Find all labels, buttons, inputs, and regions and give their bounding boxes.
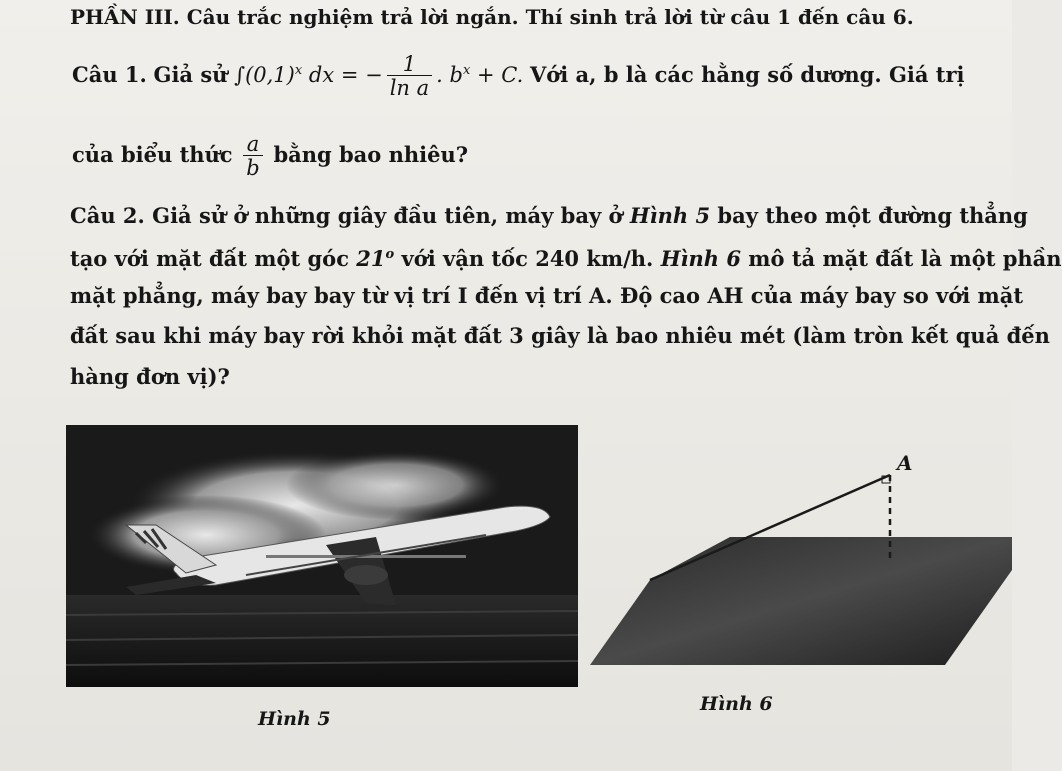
figure-6-diagram xyxy=(580,440,1012,690)
question-1-line-2: của biểu thức $\frac{a}{b}$ bằng bao nhiêu? xyxy=(72,132,469,180)
question-2-line-4: đất sau khi máy bay rời khỏi mặt đất 3 giây là bao nhiêu mét (làm tròn kết quả đến xyxy=(70,323,1050,348)
point-a-label: A xyxy=(897,451,913,475)
integral-expression: $\int(0,1)^x$ dx = − xyxy=(234,63,383,87)
section-title: PHẦN III. Câu trắc nghiệm trả lời ngắn. Thí sinh trả lời từ câu 1 đến câu 6. xyxy=(70,5,914,29)
engine xyxy=(344,565,388,585)
figure-5-caption: Hình 5 xyxy=(258,708,331,730)
question-2-label: Câu 2. xyxy=(70,203,145,228)
ground-plane xyxy=(590,537,1012,665)
question-1-label: Câu 1. xyxy=(72,62,147,87)
question-1-line-1: Câu 1. Giả sử $\int(0,1)^x$ dx = − $\frac{1}{\text{ln a}}$ . $b^x + C$. Với a, b là các hằng số dương. Giá trị xyxy=(72,52,965,100)
fraction-a-over-b: $\frac{a}{b}$ xyxy=(243,133,262,180)
question-2-line-2: tạo với mặt đất một góc 21$^o$ với vận tốc 240 km/h. Hình 6 mô tả mặt đất là một phần xyxy=(70,246,1062,271)
fraction-1-over-ln-a: $\frac{1}{\text{ln a}}$ xyxy=(387,53,432,100)
question-2-line-5: hàng đơn vị)? xyxy=(70,364,230,389)
airplane-photo xyxy=(66,425,578,687)
question-2-line-1: Câu 2. Giả sử ở những giây đầu tiên, máy bay ở Hình 5 bay theo một đường thẳng xyxy=(70,203,1028,228)
ground xyxy=(66,595,578,687)
figure-6-caption: Hình 6 xyxy=(700,693,773,715)
cloud xyxy=(286,450,506,520)
question-2-line-3: mặt phẳng, máy bay bay từ vị trí I đến vị trí A. Độ cao AH của máy bay so với mặt xyxy=(70,283,1024,308)
airplane-illustration xyxy=(66,425,578,687)
